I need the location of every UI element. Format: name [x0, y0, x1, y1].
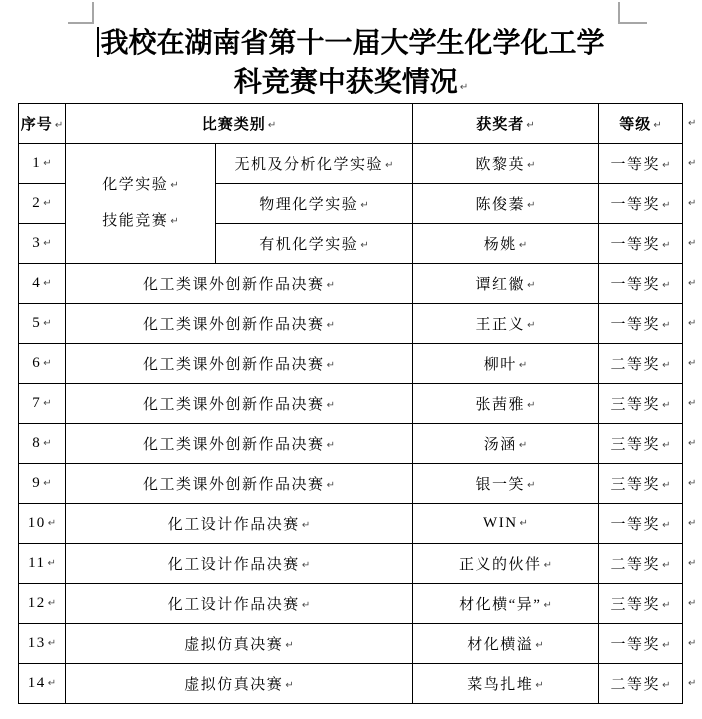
document-title[interactable] — [0, 24, 702, 107]
end-of-row-mark — [686, 463, 702, 503]
table-row — [19, 424, 683, 464]
header-cell-num[interactable]: 序号 ↵ — [19, 104, 66, 144]
cell-grade[interactable] — [599, 344, 683, 384]
table-row — [19, 464, 683, 504]
cell-category-text: 化工类课外创新作品决赛 — [143, 277, 325, 293]
merged-category-line: 技能竞赛 ↵ — [102, 213, 179, 229]
cell-winner-text: 柳叶 — [483, 357, 517, 373]
end-of-cell-mark: ↵ — [301, 520, 311, 531]
end-of-cell-mark: ↵ — [543, 560, 552, 571]
cell-grade[interactable] — [599, 384, 683, 424]
cell-category[interactable] — [66, 344, 413, 384]
cell-winner[interactable] — [413, 464, 599, 504]
cell-winner-text: 正义的伙伴 — [459, 557, 542, 573]
cell-num[interactable] — [19, 144, 66, 184]
cell-winner-text: 陈俊蓁 — [475, 197, 526, 213]
cell-category-text: 化工类课外创新作品决赛 — [143, 397, 325, 413]
end-of-cell-mark: ↵ — [662, 560, 671, 571]
end-of-cell-mark: ↵ — [527, 480, 536, 491]
cell-num-text: 6 — [32, 355, 42, 371]
cell-num[interactable] — [19, 304, 66, 344]
end-of-cell-mark: ↵ — [43, 278, 52, 289]
cell-num[interactable] — [19, 384, 66, 424]
end-of-cell-mark: ↵ — [326, 360, 335, 371]
paragraph-mark: ↵ — [459, 82, 469, 93]
cell-winner-text: 谭红徽 — [475, 277, 526, 293]
cell-winner-text: 杨姚 — [483, 237, 517, 253]
end-of-cell-mark: ↵ — [527, 200, 536, 211]
table-header-row — [19, 104, 683, 144]
cell-num-text: 4 — [32, 275, 42, 291]
end-of-cell-mark: ↵ — [662, 400, 671, 411]
header-cell-winner[interactable]: 获奖者 ↵ — [413, 104, 599, 144]
end-of-cell-mark: ↵ — [47, 598, 57, 609]
end-of-cell-mark: ↵ — [526, 120, 535, 131]
cell-num-text: 14 — [27, 675, 46, 691]
end-of-row-mark-glyph: ↵ — [688, 477, 697, 489]
cell-grade[interactable] — [599, 144, 683, 184]
end-of-cell-mark: ↵ — [43, 238, 52, 249]
cell-num[interactable] — [19, 224, 66, 264]
cell-num-text: 9 — [32, 475, 42, 491]
end-of-row-mark-glyph: ↵ — [688, 437, 697, 449]
cell-num-text: 1 — [32, 155, 42, 171]
cell-winner[interactable] — [413, 624, 599, 664]
cell-num-text: 8 — [32, 435, 42, 451]
cell-winner[interactable] — [413, 544, 599, 584]
end-of-row-mark-glyph: ↵ — [688, 277, 697, 289]
cell-grade-text: 一等奖 — [610, 157, 661, 173]
cell-num[interactable] — [19, 624, 66, 664]
cell-winner-text: 张茜雅 — [475, 397, 526, 413]
end-of-cell-mark: ↵ — [518, 360, 528, 371]
end-of-cell-mark: ↵ — [543, 600, 552, 611]
cell-winner-text: 材化横溢 — [467, 637, 534, 653]
end-of-row-mark-glyph: ↵ — [688, 157, 697, 169]
end-of-row-mark — [686, 183, 702, 223]
cell-category-text: 化工设计作品决赛 — [167, 557, 300, 573]
cell-sub-category-text: 物理化学实验 — [259, 197, 359, 213]
end-of-cell-mark: ↵ — [662, 280, 671, 291]
cell-category[interactable] — [66, 664, 413, 704]
end-of-row-mark-glyph: ↵ — [688, 357, 697, 369]
cell-grade[interactable] — [599, 424, 683, 464]
end-of-cell-mark: ↵ — [43, 478, 52, 489]
end-of-row-mark-glyph: ↵ — [688, 517, 697, 529]
end-of-line-mark: ↵ — [170, 180, 179, 191]
end-of-cell-mark: ↵ — [662, 200, 671, 211]
cell-grade[interactable] — [599, 624, 683, 664]
end-of-cell-mark: ↵ — [662, 320, 671, 331]
cell-grade-text: 三等奖 — [610, 597, 661, 613]
cell-grade[interactable] — [599, 224, 683, 264]
table-row — [19, 584, 683, 624]
cell-num[interactable] — [19, 544, 66, 584]
end-of-row-mark — [686, 103, 702, 143]
cell-grade[interactable] — [599, 584, 683, 624]
cell-grade[interactable] — [599, 464, 683, 504]
cell-grade-text: 三等奖 — [610, 477, 661, 493]
cell-num-text: 11 — [28, 555, 46, 571]
table-row — [19, 344, 683, 384]
cell-sub-category-text: 无机及分析化学实验 — [234, 157, 384, 173]
cell-sub-category[interactable] — [216, 184, 413, 224]
cell-num[interactable] — [19, 184, 66, 224]
header-cell-category[interactable]: 比赛类别 ↵ — [66, 104, 413, 144]
cell-num[interactable] — [19, 264, 66, 304]
end-of-row-mark-glyph: ↵ — [688, 637, 697, 649]
cell-grade[interactable] — [599, 184, 683, 224]
cell-num[interactable] — [19, 344, 66, 384]
end-of-cell-mark: ↵ — [43, 398, 52, 409]
end-of-cell-mark: ↵ — [326, 320, 335, 331]
end-of-row-mark — [686, 263, 702, 303]
end-of-cell-mark: ↵ — [43, 438, 52, 449]
end-of-row-mark — [686, 663, 702, 703]
end-of-row-mark-glyph: ↵ — [688, 557, 697, 569]
end-of-cell-mark: ↵ — [285, 640, 294, 651]
cell-category-text: 化工类课外创新作品决赛 — [143, 477, 325, 493]
end-of-cell-mark: ↵ — [267, 120, 277, 131]
cell-grade-text: 一等奖 — [610, 637, 661, 653]
cell-winner[interactable] — [413, 504, 599, 544]
title-line-1-text: 我校在湖南省第十一届大学生化学化工学 — [100, 28, 605, 59]
end-of-row-mark — [686, 623, 702, 663]
cell-sub-category-text: 有机化学实验 — [259, 237, 359, 253]
cell-category[interactable] — [66, 304, 413, 344]
cell-num[interactable] — [19, 584, 66, 624]
cell-num[interactable] — [19, 424, 66, 464]
end-of-cell-mark: ↵ — [47, 678, 57, 689]
cell-category-text: 虚拟仿真决赛 — [184, 677, 284, 693]
title-line-2[interactable] — [0, 63, 702, 107]
cell-winner-text: 银一笑 — [475, 477, 526, 493]
cell-category[interactable] — [66, 624, 413, 664]
end-of-cell-mark: ↵ — [301, 560, 311, 571]
cell-num-text: 7 — [32, 395, 42, 411]
end-of-cell-mark: ↵ — [518, 440, 528, 451]
cell-grade-text: 二等奖 — [610, 557, 661, 573]
end-of-cell-mark: ↵ — [519, 518, 528, 529]
cell-grade[interactable] — [599, 304, 683, 344]
end-of-cell-mark: ↵ — [662, 520, 671, 531]
cell-num-text: 13 — [27, 635, 46, 651]
end-of-cell-mark: ↵ — [662, 680, 671, 691]
end-of-cell-mark: ↵ — [47, 518, 57, 529]
end-of-cell-mark: ↵ — [518, 240, 528, 251]
table-row — [19, 544, 683, 584]
end-of-cell-mark: ↵ — [47, 638, 57, 649]
end-of-cell-mark: ↵ — [360, 200, 369, 211]
cell-grade-text: 二等奖 — [610, 357, 661, 373]
end-of-cell-mark: ↵ — [326, 400, 335, 411]
end-of-row-mark — [686, 423, 702, 463]
end-of-cell-mark: ↵ — [43, 358, 52, 369]
cell-winner[interactable] — [413, 424, 599, 464]
text-boundary-mark-top-left — [68, 2, 94, 24]
end-of-cell-mark: ↵ — [662, 640, 671, 651]
end-of-row-mark — [686, 583, 702, 623]
table-row — [19, 304, 683, 344]
end-of-row-marks — [686, 103, 702, 703]
cell-category[interactable] — [66, 264, 413, 304]
end-of-cell-mark: ↵ — [43, 318, 52, 329]
table-row — [19, 664, 683, 704]
cell-winner[interactable] — [413, 224, 599, 264]
cell-num-text: 10 — [27, 515, 46, 531]
end-of-line-mark: ↵ — [170, 216, 179, 227]
cell-winner[interactable] — [413, 144, 599, 184]
cell-grade[interactable] — [599, 264, 683, 304]
award-table[interactable] — [18, 103, 683, 704]
cell-winner-text: 欧黎英 — [475, 157, 526, 173]
end-of-cell-mark: ↵ — [301, 600, 311, 611]
cell-num[interactable] — [19, 504, 66, 544]
end-of-row-mark-glyph: ↵ — [688, 317, 697, 329]
end-of-row-mark-glyph: ↵ — [688, 197, 697, 209]
cell-winner[interactable] — [413, 184, 599, 224]
table-row — [19, 624, 683, 664]
end-of-cell-mark: ↵ — [662, 160, 671, 171]
cell-category[interactable] — [66, 424, 413, 464]
title-line-1[interactable] — [0, 24, 702, 63]
end-of-cell-mark: ↵ — [527, 320, 536, 331]
cell-sub-category[interactable] — [216, 224, 413, 264]
cell-winner[interactable] — [413, 384, 599, 424]
cell-winner[interactable] — [413, 264, 599, 304]
cell-winner-text: 材化横“异” — [459, 597, 542, 613]
cell-grade-text: 三等奖 — [610, 397, 661, 413]
cell-winner-text: WIN — [483, 515, 518, 531]
header-cell-grade[interactable]: 等级 ↵ — [599, 104, 683, 144]
end-of-cell-mark: ↵ — [653, 120, 662, 131]
end-of-row-mark — [686, 503, 702, 543]
cell-winner[interactable] — [413, 584, 599, 624]
end-of-cell-mark: ↵ — [535, 640, 544, 651]
cell-grade-text: 二等奖 — [610, 677, 661, 693]
end-of-cell-mark: ↵ — [662, 360, 671, 371]
end-of-cell-mark: ↵ — [662, 480, 671, 491]
end-of-row-mark-glyph: ↵ — [688, 397, 697, 409]
end-of-cell-mark: ↵ — [385, 160, 394, 171]
cell-category[interactable] — [66, 584, 413, 624]
end-of-row-mark — [686, 143, 702, 183]
text-boundary-mark-top-right — [618, 2, 647, 24]
cell-category[interactable] — [66, 464, 413, 504]
end-of-row-mark — [686, 383, 702, 423]
cell-category-text: 虚拟仿真决赛 — [184, 637, 284, 653]
end-of-cell-mark: ↵ — [47, 558, 56, 569]
end-of-cell-mark: ↵ — [360, 240, 369, 251]
cell-grade-text: 一等奖 — [610, 237, 661, 253]
cell-category-text: 化工类课外创新作品决赛 — [143, 357, 325, 373]
table-row — [19, 504, 683, 544]
cell-merged-category[interactable] — [66, 144, 216, 264]
end-of-cell-mark: ↵ — [527, 160, 536, 171]
end-of-cell-mark: ↵ — [662, 240, 671, 251]
table-row — [19, 264, 683, 304]
end-of-row-mark-glyph: ↵ — [688, 677, 697, 689]
cell-winner-text: 王正义 — [475, 317, 526, 333]
merged-category-line: 化学实验 ↵ — [102, 177, 179, 193]
table-row — [19, 144, 683, 184]
cell-category-text: 化工类课外创新作品决赛 — [143, 437, 325, 453]
cell-grade[interactable] — [599, 664, 683, 704]
cell-category-text: 化工类课外创新作品决赛 — [143, 317, 325, 333]
cell-winner-text: 汤涵 — [483, 437, 517, 453]
end-of-cell-mark: ↵ — [285, 680, 294, 691]
cell-winner-text: 菜鸟扎堆 — [467, 677, 534, 693]
end-of-cell-mark: ↵ — [326, 480, 335, 491]
end-of-cell-mark: ↵ — [662, 600, 671, 611]
table-row — [19, 384, 683, 424]
end-of-row-mark — [686, 223, 702, 263]
end-of-row-mark-glyph: ↵ — [688, 117, 697, 129]
end-of-cell-mark: ↵ — [43, 158, 52, 169]
end-of-cell-mark: ↵ — [527, 400, 536, 411]
end-of-row-mark — [686, 343, 702, 383]
cell-sub-category[interactable] — [216, 144, 413, 184]
cell-category-text: 化工设计作品决赛 — [167, 517, 300, 533]
cell-category[interactable] — [66, 504, 413, 544]
cell-num-text: 12 — [27, 595, 46, 611]
end-of-row-mark — [686, 303, 702, 343]
cell-num[interactable] — [19, 664, 66, 704]
end-of-cell-mark: ↵ — [662, 440, 671, 451]
cell-grade[interactable] — [599, 544, 683, 584]
end-of-cell-mark: ↵ — [54, 120, 64, 131]
cell-num[interactable] — [19, 464, 66, 504]
end-of-row-mark-glyph: ↵ — [688, 237, 697, 249]
cell-grade[interactable] — [599, 504, 683, 544]
end-of-row-mark — [686, 543, 702, 583]
title-line-2-text: 科竞赛中获奖情况 — [233, 67, 458, 98]
cell-category[interactable] — [66, 544, 413, 584]
end-of-cell-mark: ↵ — [326, 440, 335, 451]
end-of-cell-mark: ↵ — [527, 280, 536, 291]
end-of-cell-mark: ↵ — [326, 280, 335, 291]
end-of-cell-mark: ↵ — [43, 198, 52, 209]
cell-grade-text: 一等奖 — [610, 517, 661, 533]
cell-grade-text: 一等奖 — [610, 197, 661, 213]
cell-grade-text: 三等奖 — [610, 437, 661, 453]
cell-num-text: 5 — [32, 315, 42, 331]
end-of-cell-mark: ↵ — [535, 680, 544, 691]
cell-winner[interactable] — [413, 304, 599, 344]
cell-grade-text: 一等奖 — [610, 277, 661, 293]
cell-num-text: 3 — [32, 235, 42, 251]
cell-winner[interactable] — [413, 344, 599, 384]
cell-winner[interactable] — [413, 664, 599, 704]
cell-category-text: 化工设计作品决赛 — [167, 597, 300, 613]
cell-grade-text: 一等奖 — [610, 317, 661, 333]
end-of-row-mark-glyph: ↵ — [688, 597, 697, 609]
cell-category[interactable] — [66, 384, 413, 424]
cell-num-text: 2 — [32, 195, 42, 211]
